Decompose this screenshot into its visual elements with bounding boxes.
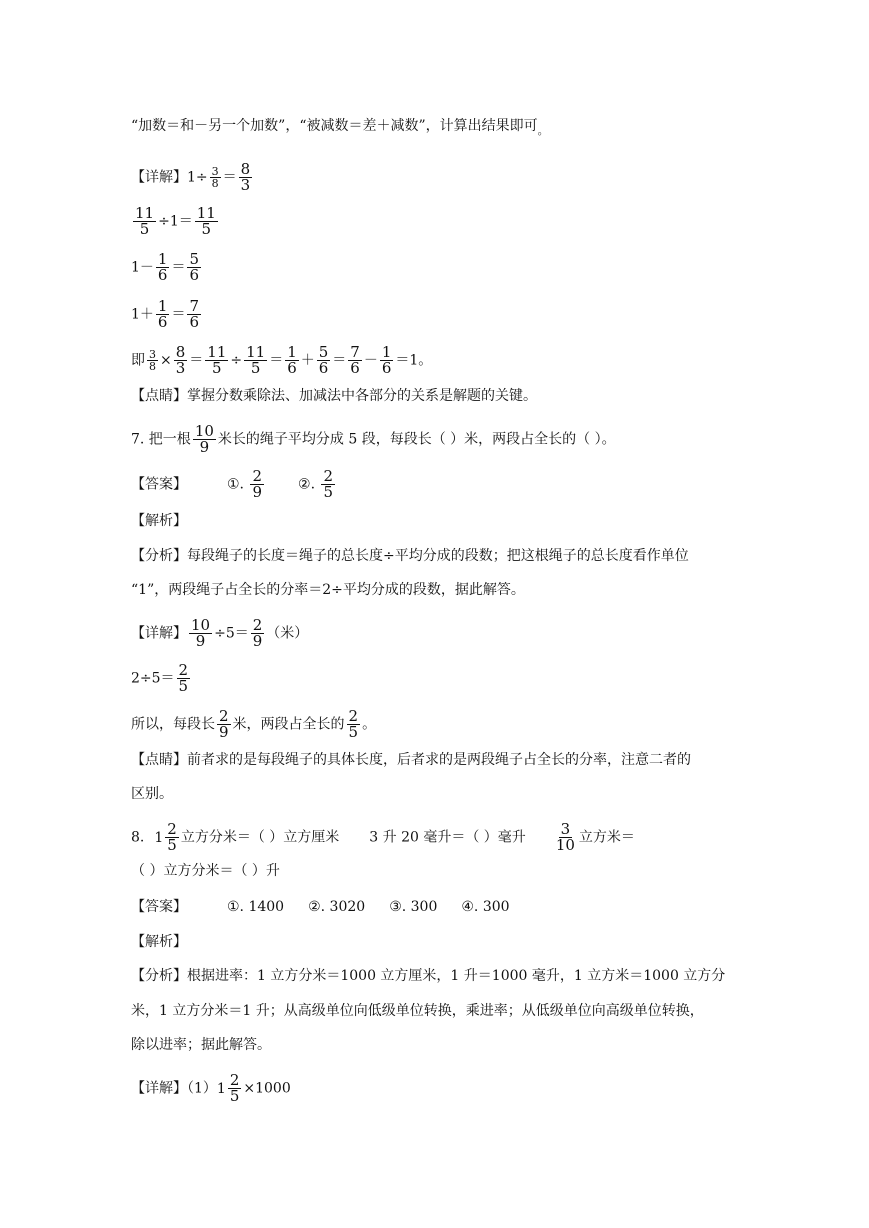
- numerator: 2: [252, 467, 263, 485]
- q7-question: [131, 424, 749, 455]
- q8-analysis-1: [131, 966, 749, 986]
- denominator: 9: [195, 632, 206, 650]
- fraction: [174, 345, 188, 376]
- intro-line: [131, 116, 749, 141]
- denominator: 6: [350, 359, 360, 377]
- intro-tail: 。: [537, 124, 549, 137]
- question-number: 8.: [131, 829, 145, 846]
- q8-detail: [131, 1073, 749, 1104]
- question-text: 米长的绳子平均分成 5 段，每段长（ ）米，两段占全长的（ ）。: [217, 431, 616, 448]
- mixed-number: [154, 822, 180, 853]
- denominator: 9: [252, 632, 263, 650]
- q8-answer: [131, 897, 749, 917]
- fraction: [133, 206, 156, 237]
- eq-operator: ＝: [171, 306, 186, 323]
- analysis-text: 根据进率：1 立方分米＝1000 立方厘米，1 升＝1000 毫升，1 立方米＝1000 立方分: [187, 968, 726, 984]
- numerator: 11: [135, 204, 155, 222]
- analysis-head: 【分析】: [131, 968, 187, 984]
- denominator: 9: [252, 483, 263, 501]
- eq-operator: ＝: [171, 259, 186, 276]
- q7-detail-3: [131, 709, 749, 740]
- fraction: [285, 345, 299, 376]
- numerator: 11: [207, 343, 227, 361]
- fraction: [348, 345, 362, 376]
- numerator: 8: [240, 160, 251, 178]
- numerator: 11: [246, 343, 266, 361]
- numerator: 5: [318, 343, 329, 361]
- eq-text: 1－: [131, 259, 154, 276]
- detail-tag: 【详解】: [131, 1080, 187, 1097]
- denominator: 5: [212, 359, 222, 377]
- fraction: [347, 709, 361, 740]
- numerator: 3: [211, 165, 219, 178]
- denominator: 5: [178, 677, 189, 695]
- fraction: [554, 822, 577, 853]
- numerator: 2: [229, 1071, 240, 1089]
- answer-item: ④. 300: [461, 899, 510, 915]
- detail-tag: 【详解】: [131, 625, 187, 642]
- denominator: 5: [250, 359, 261, 377]
- fraction: [193, 424, 216, 455]
- whole-part: 1: [216, 1080, 226, 1097]
- q8-analysis-3: 除以进率；据此解答。: [131, 1037, 271, 1053]
- denominator: 6: [189, 266, 200, 284]
- intro-text: “加数＝和－另一个加数”，“被减数＝差＋减数”，计算出结果即可: [131, 118, 538, 134]
- q6-eq4: [131, 299, 749, 330]
- eq-text: 所以，每段长: [131, 716, 215, 733]
- eq-operator: ＋: [300, 352, 315, 369]
- q7-comment-2: 区别。: [131, 786, 173, 802]
- numerator: 1: [157, 297, 168, 315]
- denominator: 6: [318, 359, 329, 377]
- fraction: [317, 345, 331, 376]
- detail-text: ×1000: [243, 1080, 291, 1097]
- fraction: [165, 822, 179, 853]
- q7-analysis-tag: 【解析】: [131, 513, 187, 529]
- eq-text: 1÷: [187, 169, 208, 186]
- question-text: 7. 把一根: [131, 431, 191, 448]
- eq-text: 米，两段占全长的: [232, 716, 345, 733]
- denominator: 5: [201, 220, 212, 238]
- denominator: 6: [381, 359, 392, 377]
- q8-analysis-2: 米，1 立方分米＝1 升；从高级单位向低级单位转换，乘进率；从低级单位向高级单位转换，: [131, 1003, 704, 1019]
- q7-analysis-2: “1”，两段绳子占全长的分率＝2÷平均分成的段数，据此解答。: [131, 582, 525, 598]
- q7-answer: [131, 469, 749, 500]
- fraction: [177, 663, 191, 694]
- answer-tag: 【答案】: [131, 476, 187, 493]
- numerator: 10: [194, 422, 214, 440]
- numerator: 1: [287, 343, 297, 361]
- numerator: 7: [189, 297, 200, 315]
- denominator: 8: [149, 360, 156, 373]
- answer-tag: 【答案】: [131, 899, 187, 915]
- q7-comment-1: [131, 750, 749, 770]
- eq-operator: ＝: [269, 352, 284, 369]
- fraction: [156, 299, 170, 330]
- q6-eq3: [131, 252, 749, 283]
- q7-analysis-1: [131, 546, 749, 566]
- fraction: [195, 206, 218, 237]
- fraction: [210, 166, 221, 189]
- denominator: 10: [555, 836, 575, 854]
- fraction: [147, 349, 158, 372]
- denominator: 6: [157, 313, 168, 331]
- q8-question-2: （ ）立方分米＝（ ）升: [131, 863, 280, 879]
- eq-operator: －: [363, 352, 378, 369]
- fraction: [187, 299, 201, 330]
- denominator: 3: [240, 176, 251, 194]
- denominator: 5: [323, 483, 334, 501]
- fraction: [156, 252, 170, 283]
- comment-text: 掌握分数乘除法、加减法中各部分的关系是解题的关键。: [187, 388, 537, 404]
- detail-text: （1）: [187, 1080, 217, 1097]
- q6-detail-tag: 【详解】: [131, 169, 187, 186]
- eq-text: 即: [131, 352, 145, 369]
- comment-tag: 【点睛】: [131, 388, 187, 404]
- unit-text: （米）: [266, 625, 309, 642]
- eq-text: ÷5＝: [214, 625, 249, 642]
- numerator: 1: [381, 343, 392, 361]
- eq-text: ÷1＝: [158, 213, 193, 230]
- denominator: 3: [175, 359, 186, 377]
- numerator: 2: [167, 820, 177, 838]
- q8-question-1: [131, 822, 749, 853]
- eq-text: 2÷5＝: [131, 670, 175, 687]
- eq-text: 1＋: [131, 306, 154, 323]
- denominator: 5: [167, 836, 177, 854]
- numerator: 2: [348, 707, 359, 725]
- question-text: 立方米＝: [578, 829, 635, 846]
- denominator: 9: [219, 723, 229, 741]
- answer-label: ②.: [298, 476, 316, 493]
- numerator: 10: [191, 616, 211, 634]
- q7-detail-2: [131, 663, 749, 694]
- fraction: [217, 709, 231, 740]
- eq-operator: ÷: [230, 352, 243, 369]
- answer-item: ③. 300: [389, 899, 438, 915]
- question-text: 立方分米＝（ ）立方厘米: [180, 829, 340, 846]
- comment-text: 前者求的是每段绳子的具体长度，后者求的是两段绳子占全长的分率，注意二者的: [187, 752, 691, 768]
- analysis-head: 【分析】: [131, 548, 187, 564]
- numerator: 7: [350, 343, 360, 361]
- fraction: [380, 345, 394, 376]
- numerator: 1: [157, 250, 168, 268]
- numerator: 3: [560, 820, 571, 838]
- q7-detail-1: [131, 618, 749, 649]
- q6-eq5: [131, 345, 749, 376]
- fraction: [189, 618, 212, 649]
- denominator: 6: [189, 313, 200, 331]
- eq-text: ＝1。: [395, 352, 433, 369]
- denominator: 5: [348, 723, 359, 741]
- fraction: [239, 162, 253, 193]
- question-text: 3 升 20 毫升＝（ ）毫升: [369, 829, 526, 846]
- answer-item: ②. 3020: [308, 899, 366, 915]
- numerator: 2: [219, 707, 229, 725]
- comment-tag: 【点睛】: [131, 752, 187, 768]
- eq-operator: ＝: [222, 169, 237, 186]
- numerator: 11: [196, 204, 216, 222]
- denominator: 8: [211, 177, 219, 190]
- fraction: [244, 345, 267, 376]
- q8-analysis-tag: 【解析】: [131, 934, 187, 950]
- analysis-text: 每段绳子的长度＝绳子的总长度÷平均分成的段数；把这根绳子的总长度看作单位: [187, 548, 689, 564]
- numerator: 2: [178, 661, 189, 679]
- numerator: 5: [189, 250, 200, 268]
- numerator: 3: [149, 348, 156, 361]
- numerator: 2: [252, 616, 263, 634]
- eq-operator: ＝: [189, 352, 204, 369]
- mixed-number: [217, 1073, 243, 1104]
- denominator: 6: [157, 266, 168, 284]
- denominator: 5: [139, 220, 150, 238]
- denominator: 9: [199, 438, 210, 456]
- whole-part: 1: [154, 829, 164, 846]
- q6-eq2: [131, 206, 749, 237]
- denominator: 5: [229, 1087, 240, 1105]
- fraction: [321, 469, 335, 500]
- fraction: [205, 345, 228, 376]
- eq-text: 。: [362, 716, 377, 733]
- q6-detail-eq1: [131, 162, 749, 193]
- numerator: 8: [175, 343, 186, 361]
- eq-operator: ×: [160, 352, 172, 369]
- eq-operator: ＝: [332, 352, 347, 369]
- numerator: 2: [323, 467, 334, 485]
- fraction: [250, 469, 264, 500]
- fraction: [251, 618, 265, 649]
- answer-item: ①. 1400: [227, 899, 285, 915]
- fraction: [228, 1073, 242, 1104]
- fraction: [187, 252, 201, 283]
- denominator: 6: [287, 359, 297, 377]
- answer-label: ①.: [227, 476, 245, 493]
- q6-comment: [131, 386, 749, 406]
